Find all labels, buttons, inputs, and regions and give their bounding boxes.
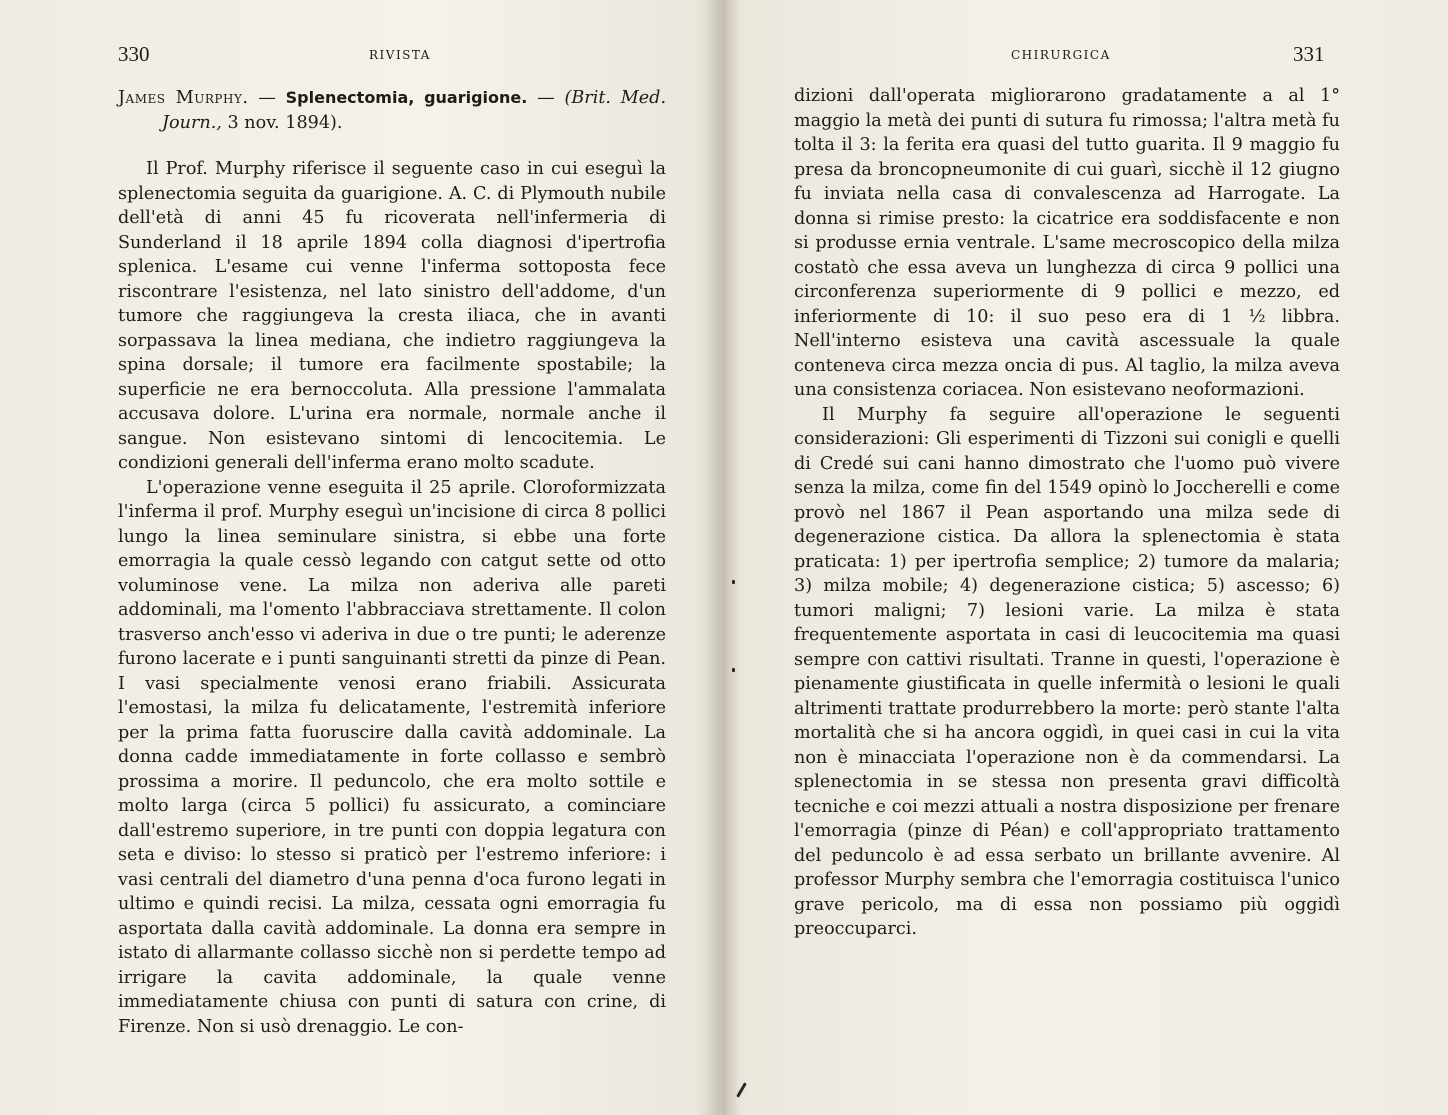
citation xyxy=(118,86,666,135)
article-heading xyxy=(118,86,666,135)
citation-dash: — xyxy=(527,88,565,108)
paragraph: L'operazione venne eseguita il 25 aprile. Cloroformizzata l'inferma il prof. Murphy eseguì un'incisione di circa 8 pollici lungo la linea seminulare sinistra, si ebbe una forte emorragia la quale cessò legando con catgut sette od otto voluminose vene. La milza non aderiva alle pareti addominali, ma l'omento l'abbracciava strettamente. Il colon trasverso anch'esso vi aderiva in due o tre punti; le aderenze furono lacerate e i punti sanguinanti stretti da pinze di Pean. I vasi specialmente venosi erano friabili. Assicurata l'emostasi, la milza fu delicatamente, l'estremità inferiore per la prima fatta fuoruscire dalla cavità addominale. La donna cadde immediatamente in forte collasso e sembrò prossima a morire. Il peduncolo, che era molto sottile e molto larga (circa 5 pollici) fu assicurato, a cominciare dall'estremo superiore, in tre punti con doppia legatura con seta e diviso: lo stesso si praticò per l'estremo inferiore: i vasi centrali del diametro d'una penna d'oca furono legati in ultimo e quindi recisi. La milza, cessata ogni emorragia fu asportata dalla cavità addominale. La donna era sempre in istato di allarmante collasso sicchè non si perdette tempo ad irrigare la cavita addominale, la quale venne immediatamente chiusa con punti di satura con crine, di Firenze. Non si usò drenaggio. Le con- xyxy=(118,477,666,1037)
ink-mark xyxy=(736,1082,747,1097)
citation-date: 3 nov. 1894). xyxy=(221,112,343,133)
ink-mark xyxy=(732,668,735,672)
page-number: 331 xyxy=(1293,42,1325,66)
right-body xyxy=(794,84,1340,942)
paragraph: Il Prof. Murphy riferisce il seguente caso in cui eseguì la splenectomia seguita da guarigione. A. C. di Plymouth nubile dell'età di anni 45 fu ricoverata nell'infermeria di Sunderland il 18 aprile 1894 colla diagnosi d'ipertrofia splenica. L'esame cui venne l'inferma sottoposta fece riscontrare l'esistenza, nel lato sinistro dell'addome, d'un tumore che raggiungeva la cresta iliaca, che in avanti sorpassava la linea mediana, che indietro raggiungeva la spina dorsale; il tumore era facilmente spostabile; la superficie ne era bernoccoluta. Alla pressione l'ammalata accusava dolore. L'urina era normale, normale anche il sangue. Non esistevano sintomi di lencocitemia. Le condizioni generali dell'inferma erano molto scadute. xyxy=(118,159,666,473)
ink-mark xyxy=(732,580,735,584)
paragraph: Il Murphy fa seguire all'operazione le seguenti considerazioni: Gli esperimenti di Tizzoni sui conigli e quelli di Credé sui cani hanno dimostrato che l'uomo può vivere senza la milza, come fin del 1549 opinò lo Joccherelli e come provò nel 1867 il Pean asportando una milza sede di degenerazione cistica. Da allora la splenectomia è stata praticata: 1) per ipertrofia semplice; 2) tumore da malaria; 3) milza mobile; 4) degenerazione cistica; 5) ascesso; 6) tumori maligni; 7) lesioni varie. La milza è stata frequentemente asportata in casi di leucocitemia ma quasi sempre con cattivi risultati. Tranne in questi, l'operazione è pienamente giustificata in quelle infermità o lesioni le quali altrimenti trattate produrrebbero la morte: però stante l'alta mortalità che si ha ancora oggidì, in quei casi in cui la vita non è minacciata l'operazione non è da commendarsi. La splenectomia in se stessa non presenta gravi difficoltà tecniche e coi mezzi attuali a nostra disposizione per frenare l'emorragia (pinze di Péan) e coll'appropriato trattamento del peduncolo è ad essa serbato un brillante avvenire. Al professor Murphy sembra che l'emorragia costituisca l'unico grave pericolo, ma di essa non possiamo più oggidì preoccuparci. xyxy=(794,404,1340,939)
left-page xyxy=(0,0,720,1115)
citation-source: (Brit. Med. Journ., xyxy=(162,88,667,133)
running-head: RIVISTA xyxy=(369,48,431,62)
citation-author: James Murphy. xyxy=(118,88,249,108)
right-page xyxy=(728,0,1448,1115)
page-number: 330 xyxy=(118,42,150,66)
left-body xyxy=(118,157,666,1039)
paragraph: dizioni dall'operata migliorarono gradatamente a al 1° maggio la metà dei punti di sutura fu rimossa; l'altra metà fu tolta il 3: la ferita era quasi del tutto guarita. Il 9 maggio fu presa da broncopneumonite di cui guarì, sicchè il 12 giugno fu inviata nella casa di convalescenza ad Harrogate. La donna si rimise presto: la cicatrice era soddisfacente e non si produsse ernia ventrale. L'same mecroscopico della milza costatò che essa aveva un lunghezza di circa 9 pollici una circonferenza superiormente di 9 pollici e mezzo, ed inferiormente di 10: il suo peso era di 1 ½ libbra. Nell'interno esisteva una cavità ascessuale la quale conteneva circa mezza oncia di pus. Al taglio, la milza aveva una consistenza coriacea. Non esistevano neoformazioni. xyxy=(794,86,1340,400)
article-title: Splenectomia, guarigione. xyxy=(285,88,528,107)
running-head: CHIRURGICA xyxy=(1011,48,1111,62)
citation-separator: — xyxy=(248,88,286,108)
